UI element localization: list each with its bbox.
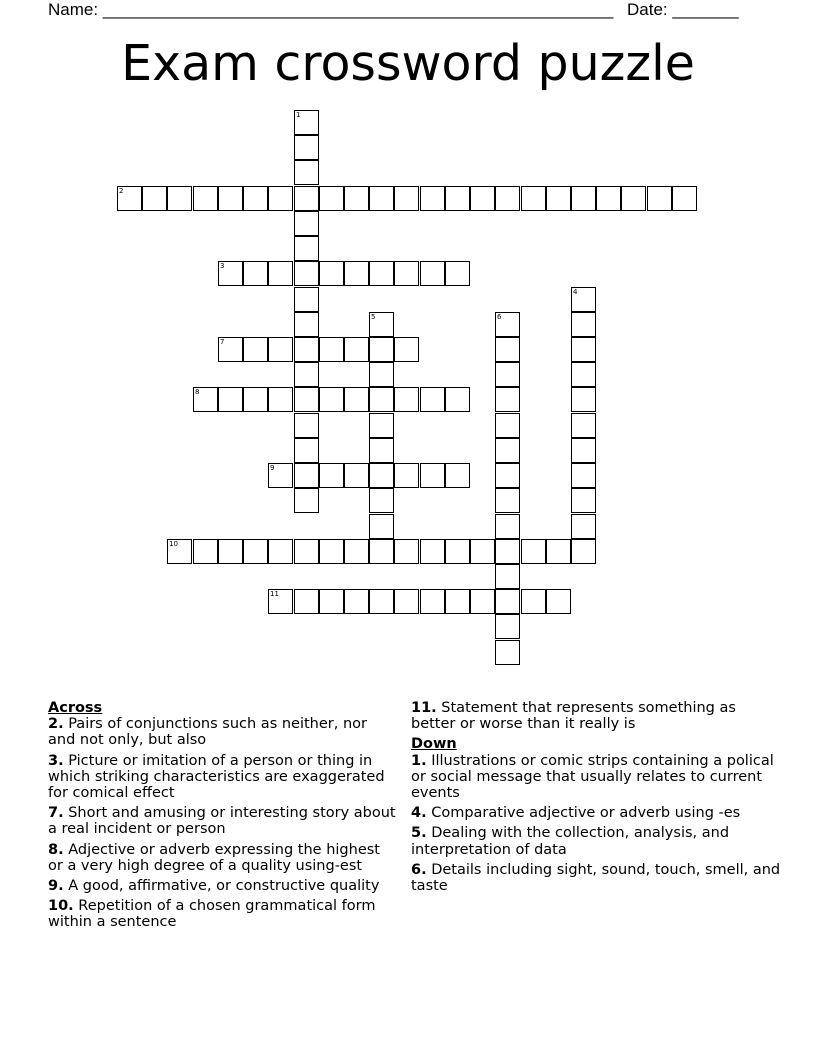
grid-cell[interactable] bbox=[268, 589, 293, 614]
grid-cell[interactable] bbox=[319, 337, 344, 362]
grid-cell[interactable] bbox=[294, 438, 319, 463]
grid-cell[interactable] bbox=[193, 539, 218, 564]
puzzle-title: Exam crossword puzzle bbox=[121, 35, 695, 92]
grid-cell[interactable] bbox=[218, 387, 243, 412]
grid-cell[interactable] bbox=[294, 135, 319, 160]
grid-cell[interactable] bbox=[268, 463, 293, 488]
grid-cell[interactable] bbox=[294, 312, 319, 337]
grid-cell[interactable] bbox=[218, 261, 243, 286]
across-heading: Across bbox=[48, 700, 103, 716]
clue-across-3 bbox=[48, 753, 398, 802]
cell-number: 5 bbox=[371, 313, 376, 321]
clue-number: 4. bbox=[411, 805, 427, 822]
grid-cell[interactable] bbox=[218, 186, 243, 211]
cell-number: 7 bbox=[220, 338, 225, 346]
grid-cell[interactable] bbox=[294, 337, 319, 362]
grid-cell[interactable] bbox=[445, 463, 470, 488]
grid-cell[interactable] bbox=[571, 413, 596, 438]
grid-cell[interactable] bbox=[167, 186, 192, 211]
grid-cell[interactable] bbox=[319, 186, 344, 211]
clue-across-2 bbox=[48, 716, 398, 748]
grid-cell[interactable] bbox=[369, 261, 394, 286]
grid-cell[interactable] bbox=[495, 488, 520, 513]
clue-text: A good, affirmative, or constructive quality bbox=[68, 878, 380, 895]
grid-cell[interactable] bbox=[344, 337, 369, 362]
grid-cell[interactable] bbox=[546, 186, 571, 211]
grid-cell[interactable] bbox=[319, 589, 344, 614]
grid-cell[interactable] bbox=[369, 438, 394, 463]
grid-cell[interactable] bbox=[117, 186, 142, 211]
clue-text: Illustrations or comic strips containing a polical or social message that usually relates to current events bbox=[411, 752, 774, 802]
grid-cell[interactable] bbox=[294, 110, 319, 135]
cell-number: 2 bbox=[119, 187, 124, 195]
grid-cell[interactable] bbox=[495, 539, 520, 564]
grid-cell[interactable] bbox=[294, 488, 319, 513]
grid-cell[interactable] bbox=[647, 186, 672, 211]
grid-cell[interactable] bbox=[495, 413, 520, 438]
grid-cell[interactable] bbox=[243, 261, 268, 286]
date-field: Date: _______ bbox=[627, 0, 739, 19]
clue-across-7 bbox=[48, 805, 398, 837]
grid-cell[interactable] bbox=[445, 387, 470, 412]
grid-cell[interactable] bbox=[571, 287, 596, 312]
grid-cell[interactable] bbox=[420, 463, 445, 488]
grid-cell[interactable] bbox=[294, 589, 319, 614]
grid-cell[interactable] bbox=[495, 564, 520, 589]
grid-cell[interactable] bbox=[495, 640, 520, 665]
cell-number: 1 bbox=[296, 111, 301, 119]
grid-cell[interactable] bbox=[394, 261, 419, 286]
grid-cell[interactable] bbox=[369, 488, 394, 513]
grid-cell[interactable] bbox=[268, 387, 293, 412]
grid-cell[interactable] bbox=[571, 312, 596, 337]
grid-cell[interactable] bbox=[369, 362, 394, 387]
grid-cell[interactable] bbox=[495, 614, 520, 639]
clue-number: 10. bbox=[48, 898, 74, 915]
clue-number: 8. bbox=[48, 841, 64, 858]
grid-cell[interactable] bbox=[521, 539, 546, 564]
clue-down-1 bbox=[411, 753, 781, 802]
clues-right-column bbox=[411, 700, 781, 898]
grid-cell[interactable] bbox=[495, 387, 520, 412]
clue-number: 2. bbox=[48, 716, 64, 733]
clue-text: Pairs of conjunctions such as neither, nor and not only, but also bbox=[48, 716, 367, 749]
grid-cell[interactable] bbox=[268, 186, 293, 211]
grid-cell[interactable] bbox=[294, 387, 319, 412]
grid-cell[interactable] bbox=[218, 539, 243, 564]
grid-cell[interactable] bbox=[294, 186, 319, 211]
grid-cell[interactable] bbox=[672, 186, 697, 211]
clue-text: Statement that represents something as better or worse than it really is bbox=[411, 700, 736, 733]
grid-cell[interactable] bbox=[420, 387, 445, 412]
name-field: Name: ______________________________________________________ bbox=[48, 0, 614, 19]
grid-cell[interactable] bbox=[546, 589, 571, 614]
grid-cell[interactable] bbox=[294, 236, 319, 261]
grid-cell[interactable] bbox=[319, 463, 344, 488]
grid-cell[interactable] bbox=[344, 261, 369, 286]
grid-cell[interactable] bbox=[344, 186, 369, 211]
grid-cell[interactable] bbox=[344, 463, 369, 488]
clue-text: Short and amusing or interesting story about a real incident or person bbox=[48, 805, 396, 838]
grid-cell[interactable] bbox=[420, 186, 445, 211]
clue-text: Repetition of a chosen grammatical form within a sentence bbox=[48, 898, 376, 931]
grid-cell[interactable] bbox=[243, 186, 268, 211]
clue-down-4 bbox=[411, 805, 781, 821]
clue-number: 3. bbox=[48, 752, 64, 769]
grid-cell[interactable] bbox=[445, 539, 470, 564]
clue-text: Details including sight, sound, touch, smell, and taste bbox=[411, 861, 781, 895]
cell-number: 10 bbox=[169, 540, 178, 548]
grid-cell[interactable] bbox=[445, 186, 470, 211]
grid-cell[interactable] bbox=[369, 463, 394, 488]
grid-cell[interactable] bbox=[571, 186, 596, 211]
grid-cell[interactable] bbox=[344, 387, 369, 412]
grid-cell[interactable] bbox=[621, 186, 646, 211]
grid-cell[interactable] bbox=[369, 413, 394, 438]
clue-number: 7. bbox=[48, 805, 64, 822]
grid-cell[interactable] bbox=[571, 387, 596, 412]
grid-cell[interactable] bbox=[294, 287, 319, 312]
grid-cell[interactable] bbox=[571, 539, 596, 564]
grid-cell[interactable] bbox=[243, 337, 268, 362]
cell-number: 11 bbox=[270, 590, 279, 598]
grid-cell[interactable] bbox=[420, 589, 445, 614]
grid-cell[interactable] bbox=[142, 186, 167, 211]
clue-across-10 bbox=[48, 898, 398, 930]
grid-cell[interactable] bbox=[369, 337, 394, 362]
grid-cell[interactable] bbox=[369, 514, 394, 539]
grid-cell[interactable] bbox=[420, 261, 445, 286]
clue-text: Dealing with the collection, analysis, and interpretation of data bbox=[411, 825, 730, 858]
grid-cell[interactable] bbox=[445, 261, 470, 286]
grid-cell[interactable] bbox=[268, 337, 293, 362]
grid-cell[interactable] bbox=[495, 514, 520, 539]
cell-number: 8 bbox=[195, 388, 200, 396]
down-heading: Down bbox=[411, 736, 457, 753]
grid-cell[interactable] bbox=[294, 413, 319, 438]
grid-cell[interactable] bbox=[571, 438, 596, 463]
grid-cell[interactable] bbox=[294, 261, 319, 286]
grid-cell[interactable] bbox=[294, 463, 319, 488]
grid-cell[interactable] bbox=[571, 488, 596, 513]
grid-cell[interactable] bbox=[394, 387, 419, 412]
grid-cell[interactable] bbox=[319, 387, 344, 412]
grid-cell[interactable] bbox=[495, 312, 520, 337]
clue-down-6 bbox=[411, 862, 781, 894]
grid-cell[interactable] bbox=[344, 589, 369, 614]
grid-cell[interactable] bbox=[369, 387, 394, 412]
grid-cell[interactable] bbox=[495, 589, 520, 614]
grid-cell[interactable] bbox=[470, 186, 495, 211]
grid-cell[interactable] bbox=[420, 539, 445, 564]
grid-cell[interactable] bbox=[394, 539, 419, 564]
clue-number: 11. bbox=[411, 700, 437, 716]
clue-number: 1. bbox=[411, 752, 427, 769]
grid-cell[interactable] bbox=[470, 589, 495, 614]
grid-cell[interactable] bbox=[571, 362, 596, 387]
grid-cell[interactable] bbox=[243, 387, 268, 412]
grid-cell[interactable] bbox=[268, 539, 293, 564]
grid-cell[interactable] bbox=[319, 539, 344, 564]
clue-number: 5. bbox=[411, 825, 427, 842]
grid-cell[interactable] bbox=[294, 211, 319, 236]
grid-cell[interactable] bbox=[193, 186, 218, 211]
clue-text: Adjective or adverb expressing the highest or a very high degree of a quality using-est bbox=[48, 841, 380, 874]
grid-cell[interactable] bbox=[571, 337, 596, 362]
grid-cell[interactable] bbox=[394, 337, 419, 362]
clue-number: 6. bbox=[411, 861, 427, 878]
grid-cell[interactable] bbox=[495, 337, 520, 362]
grid-cell[interactable] bbox=[369, 539, 394, 564]
clue-text: Comparative adjective or adverb using -es bbox=[431, 805, 741, 822]
cell-number: 3 bbox=[220, 262, 225, 270]
grid-cell[interactable] bbox=[495, 463, 520, 488]
grid-cell[interactable] bbox=[571, 514, 596, 539]
grid-cell[interactable] bbox=[495, 186, 520, 211]
grid-cell[interactable] bbox=[394, 186, 419, 211]
grid-cell[interactable] bbox=[369, 589, 394, 614]
clues-left-column bbox=[48, 700, 398, 935]
grid-cell[interactable] bbox=[243, 539, 268, 564]
grid-cell[interactable] bbox=[596, 186, 621, 211]
cell-number: 4 bbox=[573, 288, 578, 296]
grid-cell[interactable] bbox=[445, 589, 470, 614]
grid-cell[interactable] bbox=[268, 261, 293, 286]
grid-cell[interactable] bbox=[344, 539, 369, 564]
grid-cell[interactable] bbox=[294, 160, 319, 185]
grid-cell[interactable] bbox=[369, 312, 394, 337]
grid-cell[interactable] bbox=[167, 539, 192, 564]
grid-cell[interactable] bbox=[394, 463, 419, 488]
clue-across-9 bbox=[48, 878, 398, 894]
grid-cell[interactable] bbox=[369, 186, 394, 211]
grid-cell[interactable] bbox=[319, 261, 344, 286]
cell-number: 6 bbox=[497, 313, 502, 321]
grid-cell[interactable] bbox=[546, 539, 571, 564]
clue-across-8 bbox=[48, 842, 398, 874]
grid-cell[interactable] bbox=[495, 362, 520, 387]
grid-cell[interactable] bbox=[193, 387, 218, 412]
grid-cell[interactable] bbox=[521, 589, 546, 614]
clue-text: Picture or imitation of a person or thing in which striking characteristics are exaggerated for comical effect bbox=[48, 752, 385, 802]
grid-cell[interactable] bbox=[294, 539, 319, 564]
cell-number: 9 bbox=[270, 464, 275, 472]
clue-number: 9. bbox=[48, 878, 64, 895]
clue-across-11 bbox=[411, 700, 781, 732]
grid-cell[interactable] bbox=[495, 438, 520, 463]
grid-cell[interactable] bbox=[218, 337, 243, 362]
grid-cell[interactable] bbox=[521, 186, 546, 211]
grid-cell[interactable] bbox=[294, 362, 319, 387]
grid-cell[interactable] bbox=[394, 589, 419, 614]
grid-cell[interactable] bbox=[571, 463, 596, 488]
clue-down-5 bbox=[411, 825, 781, 857]
grid-cell[interactable] bbox=[470, 539, 495, 564]
